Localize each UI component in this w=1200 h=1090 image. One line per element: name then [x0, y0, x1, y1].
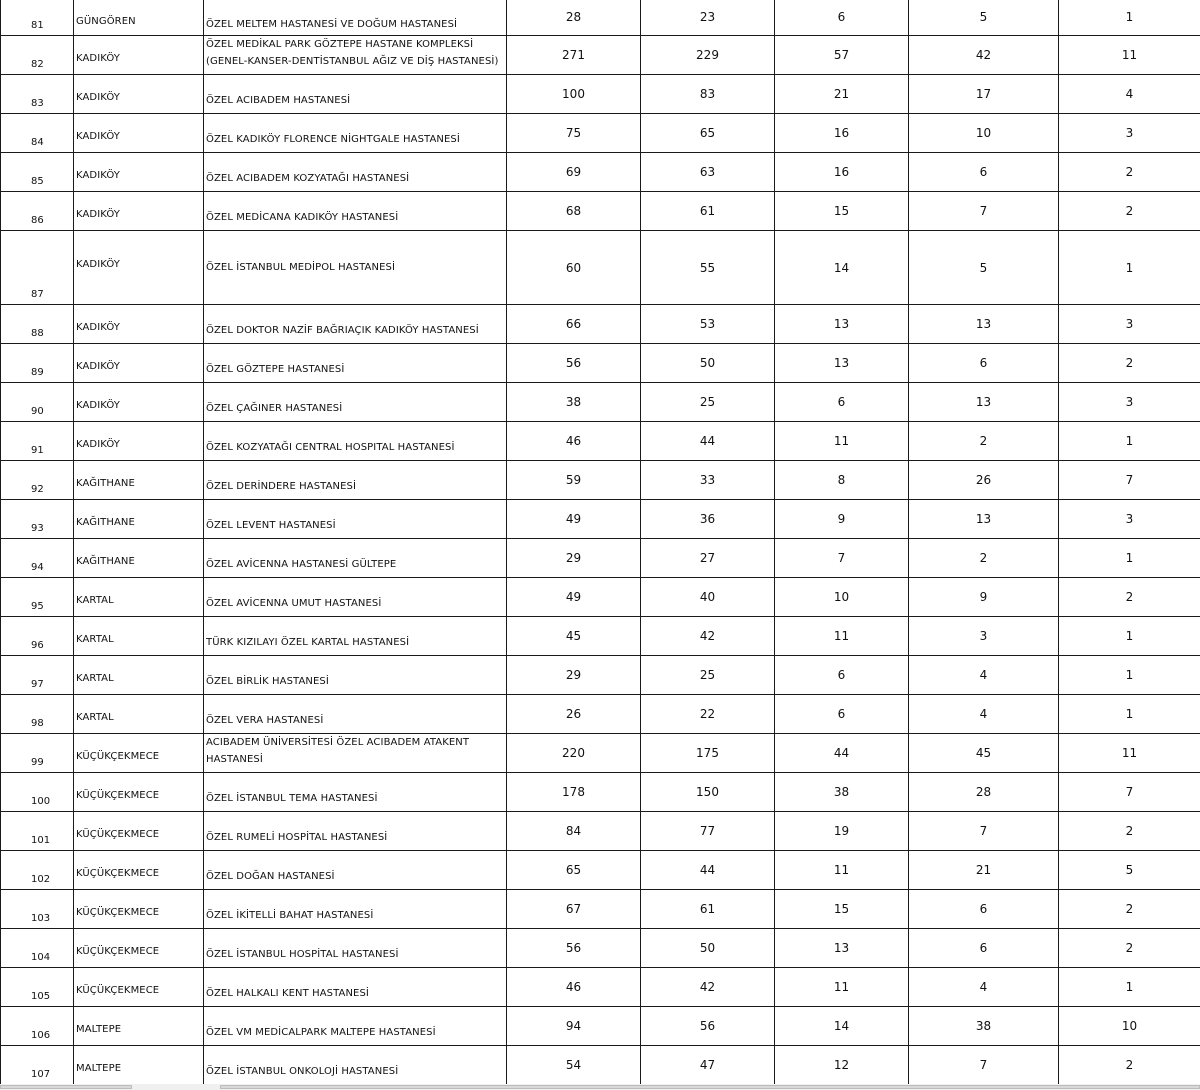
table-row	[1, 192, 1200, 231]
district-cell[interactable]: KÜÇÜKÇEKMECE	[74, 812, 204, 851]
hospital-name-cell[interactable]: ÖZEL İSTANBUL HOSPİTAL HASTANESİ	[204, 929, 507, 968]
value-cell-1[interactable]: 54	[507, 1046, 641, 1085]
value-cell-5[interactable]: 1	[1059, 656, 1200, 695]
value-cell-5[interactable]: 1	[1059, 539, 1200, 578]
value-cell-4[interactable]: 6	[909, 153, 1059, 192]
value-cell-2[interactable]: 61	[641, 890, 775, 929]
district-cell[interactable]: KÜÇÜKÇEKMECE	[74, 929, 204, 968]
table-row	[1, 0, 1200, 36]
row-number-cell[interactable]: 104	[1, 929, 74, 968]
value-cell-4[interactable]: 13	[909, 500, 1059, 539]
hospital-name-cell[interactable]: ÖZEL VM MEDİCALPARK MALTEPE HASTANESİ	[204, 1007, 507, 1046]
value-cell-3[interactable]: 12	[775, 1046, 909, 1085]
row-number-cell[interactable]: 95	[1, 578, 74, 617]
value-cell-3[interactable]: 11	[775, 617, 909, 656]
hospital-name-cell[interactable]: ÖZEL İKİTELLİ BAHAT HASTANESİ	[204, 890, 507, 929]
value-cell-2[interactable]: 50	[641, 929, 775, 968]
value-cell-3[interactable]: 13	[775, 929, 909, 968]
value-cell-5[interactable]: 1	[1059, 231, 1200, 305]
value-cell-4[interactable]: 2	[909, 539, 1059, 578]
value-cell-2[interactable]: 150	[641, 773, 775, 812]
value-cell-5[interactable]: 3	[1059, 114, 1200, 153]
hospital-name-cell[interactable]: ÖZEL MEDİCANA KADIKÖY HASTANESİ	[204, 192, 507, 231]
row-number-cell[interactable]: 107	[1, 1046, 74, 1085]
table-body	[1, 0, 1200, 1085]
row-number-cell[interactable]: 103	[1, 890, 74, 929]
value-cell-1[interactable]: 100	[507, 75, 641, 114]
scrollbar-thumb[interactable]	[220, 1085, 1200, 1089]
value-cell-1[interactable]: 29	[507, 656, 641, 695]
table-row	[1, 812, 1200, 851]
value-cell-3[interactable]: 13	[775, 344, 909, 383]
value-cell-4[interactable]: 28	[909, 773, 1059, 812]
value-cell-5[interactable]: 2	[1059, 1046, 1200, 1085]
value-cell-1[interactable]: 220	[507, 734, 641, 773]
value-cell-5[interactable]: 2	[1059, 578, 1200, 617]
row-number-cell[interactable]: 81	[1, 0, 74, 36]
row-number-cell[interactable]: 85	[1, 153, 74, 192]
value-cell-3[interactable]: 38	[775, 773, 909, 812]
district-cell[interactable]: KADIKÖY	[74, 231, 204, 305]
value-cell-5[interactable]: 2	[1059, 890, 1200, 929]
value-cell-1[interactable]: 66	[507, 305, 641, 344]
value-cell-1[interactable]: 49	[507, 578, 641, 617]
value-cell-2[interactable]: 44	[641, 851, 775, 890]
hospital-name-cell[interactable]: ÖZEL LEVENT HASTANESİ	[204, 500, 507, 539]
hospital-name-cell[interactable]: TÜRK KIZILAYI ÖZEL KARTAL HASTANESİ	[204, 617, 507, 656]
hospital-name-cell[interactable]: ÖZEL MELTEM HASTANESİ VE DOĞUM HASTANESİ	[204, 0, 507, 36]
row-number-cell[interactable]: 87	[1, 231, 74, 305]
value-cell-4[interactable]: 5	[909, 0, 1059, 36]
value-cell-3[interactable]: 6	[775, 695, 909, 734]
value-cell-4[interactable]: 13	[909, 305, 1059, 344]
value-cell-4[interactable]: 21	[909, 851, 1059, 890]
district-cell[interactable]: KADIKÖY	[74, 192, 204, 231]
hospital-name-cell[interactable]: ÖZEL KOZYATAĞI CENTRAL HOSPITAL HASTANESİ	[204, 422, 507, 461]
value-cell-4[interactable]: 45	[909, 734, 1059, 773]
value-cell-4[interactable]: 2	[909, 422, 1059, 461]
value-cell-5[interactable]: 1	[1059, 968, 1200, 1007]
district-cell[interactable]: KADIKÖY	[74, 114, 204, 153]
district-cell[interactable]: KARTAL	[74, 656, 204, 695]
table-row	[1, 461, 1200, 500]
value-cell-3[interactable]: 15	[775, 192, 909, 231]
hospital-name-cell[interactable]: ACIBADEM ÜNİVERSİTESİ ÖZEL ACIBADEM ATAKENT HASTANESİ	[204, 734, 507, 773]
value-cell-5[interactable]: 3	[1059, 500, 1200, 539]
value-cell-5[interactable]: 2	[1059, 192, 1200, 231]
value-cell-3[interactable]: 11	[775, 422, 909, 461]
table-row	[1, 851, 1200, 890]
value-cell-2[interactable]: 229	[641, 36, 775, 75]
value-cell-1[interactable]: 45	[507, 617, 641, 656]
value-cell-1[interactable]: 59	[507, 461, 641, 500]
district-cell[interactable]: KÜÇÜKÇEKMECE	[74, 968, 204, 1007]
row-number-cell[interactable]: 88	[1, 305, 74, 344]
district-cell[interactable]: KADIKÖY	[74, 75, 204, 114]
row-number-cell[interactable]: 106	[1, 1007, 74, 1046]
value-cell-4[interactable]: 6	[909, 929, 1059, 968]
value-cell-2[interactable]: 33	[641, 461, 775, 500]
row-number-cell[interactable]: 90	[1, 383, 74, 422]
value-cell-3[interactable]: 16	[775, 153, 909, 192]
district-cell[interactable]: KÜÇÜKÇEKMECE	[74, 890, 204, 929]
value-cell-3[interactable]: 15	[775, 890, 909, 929]
row-number-cell[interactable]: 93	[1, 500, 74, 539]
value-cell-5[interactable]: 5	[1059, 851, 1200, 890]
value-cell-1[interactable]: 26	[507, 695, 641, 734]
table-row	[1, 114, 1200, 153]
value-cell-1[interactable]: 67	[507, 890, 641, 929]
value-cell-2[interactable]: 65	[641, 114, 775, 153]
row-number-cell[interactable]: 94	[1, 539, 74, 578]
district-cell[interactable]: KÜÇÜKÇEKMECE	[74, 773, 204, 812]
value-cell-2[interactable]: 36	[641, 500, 775, 539]
table-row	[1, 36, 1200, 75]
value-cell-1[interactable]: 178	[507, 773, 641, 812]
table-row	[1, 153, 1200, 192]
district-cell[interactable]: GÜNGÖREN	[74, 0, 204, 36]
value-cell-2[interactable]: 61	[641, 192, 775, 231]
value-cell-5[interactable]: 1	[1059, 0, 1200, 36]
value-cell-3[interactable]: 9	[775, 500, 909, 539]
row-number-cell[interactable]: 89	[1, 344, 74, 383]
hospital-name-cell[interactable]: ÖZEL VERA HASTANESİ	[204, 695, 507, 734]
table-row	[1, 231, 1200, 305]
value-cell-5[interactable]: 2	[1059, 929, 1200, 968]
value-cell-2[interactable]: 25	[641, 383, 775, 422]
table-row	[1, 344, 1200, 383]
value-cell-3[interactable]: 14	[775, 1007, 909, 1046]
district-cell[interactable]: KÜÇÜKÇEKMECE	[74, 734, 204, 773]
row-number-cell[interactable]: 100	[1, 773, 74, 812]
row-number-cell[interactable]: 102	[1, 851, 74, 890]
value-cell-3[interactable]: 21	[775, 75, 909, 114]
district-cell[interactable]: KADIKÖY	[74, 422, 204, 461]
row-number-cell[interactable]: 96	[1, 617, 74, 656]
value-cell-5[interactable]: 7	[1059, 773, 1200, 812]
table-row	[1, 734, 1200, 773]
value-cell-2[interactable]: 25	[641, 656, 775, 695]
horizontal-scrollbar[interactable]	[0, 1084, 1200, 1090]
value-cell-3[interactable]: 14	[775, 231, 909, 305]
value-cell-5[interactable]: 11	[1059, 36, 1200, 75]
district-cell[interactable]: KARTAL	[74, 695, 204, 734]
table-row	[1, 968, 1200, 1007]
value-cell-5[interactable]: 1	[1059, 617, 1200, 656]
district-cell[interactable]: KAĞITHANE	[74, 461, 204, 500]
value-cell-5[interactable]: 1	[1059, 695, 1200, 734]
row-number-cell[interactable]: 92	[1, 461, 74, 500]
value-cell-2[interactable]: 53	[641, 305, 775, 344]
value-cell-4[interactable]: 4	[909, 695, 1059, 734]
district-cell[interactable]: KADIKÖY	[74, 153, 204, 192]
value-cell-5[interactable]: 11	[1059, 734, 1200, 773]
value-cell-4[interactable]: 6	[909, 344, 1059, 383]
row-number-cell[interactable]: 84	[1, 114, 74, 153]
table-row	[1, 500, 1200, 539]
value-cell-5[interactable]: 2	[1059, 812, 1200, 851]
value-cell-1[interactable]: 49	[507, 500, 641, 539]
value-cell-2[interactable]: 23	[641, 0, 775, 36]
row-number-cell[interactable]: 97	[1, 656, 74, 695]
value-cell-1[interactable]: 94	[507, 1007, 641, 1046]
value-cell-2[interactable]: 27	[641, 539, 775, 578]
table-row	[1, 578, 1200, 617]
value-cell-1[interactable]: 56	[507, 929, 641, 968]
value-cell-4[interactable]: 26	[909, 461, 1059, 500]
value-cell-3[interactable]: 11	[775, 851, 909, 890]
value-cell-5[interactable]: 1	[1059, 422, 1200, 461]
table-row	[1, 75, 1200, 114]
hospital-name-cell[interactable]: ÖZEL AVİCENNA UMUT HASTANESİ	[204, 578, 507, 617]
hospital-name-cell[interactable]: ÖZEL ACIBADEM KOZYATAĞI HASTANESİ	[204, 153, 507, 192]
value-cell-4[interactable]: 13	[909, 383, 1059, 422]
value-cell-4[interactable]: 5	[909, 231, 1059, 305]
value-cell-4[interactable]: 42	[909, 36, 1059, 75]
row-number-cell[interactable]: 82	[1, 36, 74, 75]
district-cell[interactable]: KÜÇÜKÇEKMECE	[74, 851, 204, 890]
value-cell-4[interactable]: 17	[909, 75, 1059, 114]
hospital-name-cell[interactable]: ÖZEL BİRLİK HASTANESİ	[204, 656, 507, 695]
value-cell-1[interactable]: 60	[507, 231, 641, 305]
table-row	[1, 1007, 1200, 1046]
row-number-cell[interactable]: 98	[1, 695, 74, 734]
value-cell-1[interactable]: 38	[507, 383, 641, 422]
value-cell-1[interactable]: 46	[507, 422, 641, 461]
row-number-cell[interactable]: 83	[1, 75, 74, 114]
value-cell-3[interactable]: 10	[775, 578, 909, 617]
hospital-name-cell[interactable]: ÖZEL MEDİKAL PARK GÖZTEPE HASTANE KOMPLEKSİ (GENEL-KANSER-DENTİSTANBUL AĞIZ VE DİŞ HASTANESİ)	[204, 36, 507, 75]
district-cell[interactable]: KADIKÖY	[74, 305, 204, 344]
value-cell-4[interactable]: 3	[909, 617, 1059, 656]
hospital-name-cell[interactable]: ÖZEL GÖZTEPE HASTANESİ	[204, 344, 507, 383]
value-cell-3[interactable]: 6	[775, 656, 909, 695]
value-cell-3[interactable]: 6	[775, 0, 909, 36]
hospital-name-cell[interactable]: ÖZEL HALKALI KENT HASTANESİ	[204, 968, 507, 1007]
hospital-name-cell[interactable]: ÖZEL DERİNDERE HASTANESİ	[204, 461, 507, 500]
value-cell-5[interactable]: 3	[1059, 383, 1200, 422]
value-cell-1[interactable]: 28	[507, 0, 641, 36]
value-cell-3[interactable]: 7	[775, 539, 909, 578]
district-cell[interactable]: KAĞITHANE	[74, 539, 204, 578]
value-cell-3[interactable]: 57	[775, 36, 909, 75]
table-row	[1, 656, 1200, 695]
table-row	[1, 617, 1200, 656]
value-cell-1[interactable]: 46	[507, 968, 641, 1007]
value-cell-2[interactable]: 175	[641, 734, 775, 773]
value-cell-3[interactable]: 16	[775, 114, 909, 153]
value-cell-3[interactable]: 44	[775, 734, 909, 773]
value-cell-1[interactable]: 69	[507, 153, 641, 192]
hospital-name-cell[interactable]: ÖZEL RUMELİ HOSPİTAL HASTANESİ	[204, 812, 507, 851]
value-cell-3[interactable]: 8	[775, 461, 909, 500]
district-cell[interactable]: MALTEPE	[74, 1007, 204, 1046]
table-row	[1, 539, 1200, 578]
table-row	[1, 1046, 1200, 1085]
value-cell-2[interactable]: 83	[641, 75, 775, 114]
district-cell[interactable]: KADIKÖY	[74, 344, 204, 383]
sheet-tab-strip[interactable]	[0, 1085, 132, 1089]
value-cell-2[interactable]: 22	[641, 695, 775, 734]
row-number-cell[interactable]: 91	[1, 422, 74, 461]
value-cell-5[interactable]: 7	[1059, 461, 1200, 500]
value-cell-4[interactable]: 7	[909, 812, 1059, 851]
value-cell-2[interactable]: 55	[641, 231, 775, 305]
district-cell[interactable]: KARTAL	[74, 617, 204, 656]
row-number-cell[interactable]: 99	[1, 734, 74, 773]
value-cell-1[interactable]: 271	[507, 36, 641, 75]
table-row	[1, 890, 1200, 929]
table-row	[1, 305, 1200, 344]
table-row	[1, 422, 1200, 461]
value-cell-4[interactable]: 9	[909, 578, 1059, 617]
row-number-cell[interactable]: 101	[1, 812, 74, 851]
district-cell[interactable]: KADIKÖY	[74, 36, 204, 75]
district-cell[interactable]: KADIKÖY	[74, 383, 204, 422]
hospital-name-cell[interactable]: ÖZEL AVİCENNA HASTANESİ GÜLTEPE	[204, 539, 507, 578]
value-cell-2[interactable]: 42	[641, 968, 775, 1007]
value-cell-4[interactable]: 4	[909, 656, 1059, 695]
value-cell-2[interactable]: 56	[641, 1007, 775, 1046]
value-cell-4[interactable]: 4	[909, 968, 1059, 1007]
hospital-name-cell[interactable]: ÖZEL ACIBADEM HASTANESİ	[204, 75, 507, 114]
value-cell-3[interactable]: 6	[775, 383, 909, 422]
hospital-name-cell[interactable]: ÖZEL DOĞAN HASTANESİ	[204, 851, 507, 890]
district-cell[interactable]: MALTEPE	[74, 1046, 204, 1085]
hospital-name-cell[interactable]: ÖZEL DOKTOR NAZİF BAĞRIAÇIK KADIKÖY HASTANESİ	[204, 305, 507, 344]
value-cell-4[interactable]: 38	[909, 1007, 1059, 1046]
table-row	[1, 929, 1200, 968]
value-cell-5[interactable]: 2	[1059, 153, 1200, 192]
value-cell-2[interactable]: 77	[641, 812, 775, 851]
value-cell-4[interactable]: 6	[909, 890, 1059, 929]
value-cell-2[interactable]: 40	[641, 578, 775, 617]
value-cell-1[interactable]: 29	[507, 539, 641, 578]
row-number-cell[interactable]: 86	[1, 192, 74, 231]
value-cell-5[interactable]: 10	[1059, 1007, 1200, 1046]
value-cell-2[interactable]: 50	[641, 344, 775, 383]
value-cell-4[interactable]: 10	[909, 114, 1059, 153]
value-cell-5[interactable]: 4	[1059, 75, 1200, 114]
value-cell-1[interactable]: 75	[507, 114, 641, 153]
hospital-name-cell[interactable]: ÖZEL İSTANBUL MEDİPOL HASTANESİ	[204, 231, 507, 305]
district-cell[interactable]: KARTAL	[74, 578, 204, 617]
hospital-name-cell[interactable]: ÖZEL İSTANBUL ONKOLOJİ HASTANESİ	[204, 1046, 507, 1085]
row-number-cell[interactable]: 105	[1, 968, 74, 1007]
value-cell-2[interactable]: 63	[641, 153, 775, 192]
value-cell-2[interactable]: 44	[641, 422, 775, 461]
district-cell[interactable]: KAĞITHANE	[74, 500, 204, 539]
value-cell-2[interactable]: 42	[641, 617, 775, 656]
value-cell-5[interactable]: 2	[1059, 344, 1200, 383]
value-cell-1[interactable]: 84	[507, 812, 641, 851]
value-cell-3[interactable]: 13	[775, 305, 909, 344]
value-cell-4[interactable]: 7	[909, 1046, 1059, 1085]
value-cell-3[interactable]: 19	[775, 812, 909, 851]
value-cell-2[interactable]: 47	[641, 1046, 775, 1085]
value-cell-3[interactable]: 11	[775, 968, 909, 1007]
hospital-name-cell[interactable]: ÖZEL ÇAĞINER HASTANESİ	[204, 383, 507, 422]
value-cell-1[interactable]: 68	[507, 192, 641, 231]
value-cell-5[interactable]: 3	[1059, 305, 1200, 344]
value-cell-1[interactable]: 65	[507, 851, 641, 890]
table-row	[1, 383, 1200, 422]
table-row	[1, 695, 1200, 734]
hospital-name-cell[interactable]: ÖZEL KADIKÖY FLORENCE NİGHTGALE HASTANESİ	[204, 114, 507, 153]
value-cell-1[interactable]: 56	[507, 344, 641, 383]
table-row	[1, 773, 1200, 812]
value-cell-4[interactable]: 7	[909, 192, 1059, 231]
hospital-name-cell[interactable]: ÖZEL İSTANBUL TEMA HASTANESİ	[204, 773, 507, 812]
